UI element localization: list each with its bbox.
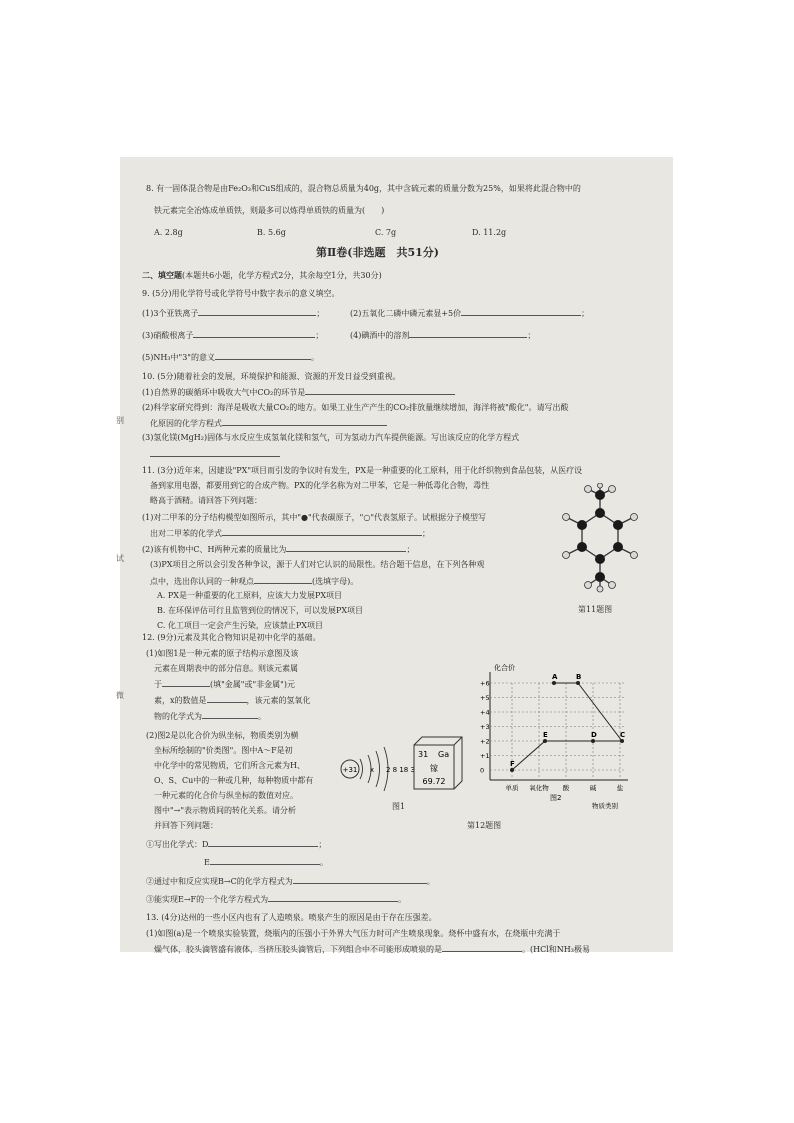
q8-option-a: A. 2.8g	[154, 228, 183, 237]
q11-part2	[142, 543, 414, 555]
q10-part3-blank	[150, 448, 280, 460]
q11-part1a: (1)对二甲苯的分子结构模型如图所示，其中"●"代表碳原子，"○"代表氢原子。试根据分子模型写	[142, 513, 487, 522]
shell-x-label: x	[369, 766, 375, 774]
q9-part2-text: (2)五氧化二磷中磷元素显+5价	[350, 309, 462, 318]
q12-p1f-text: ，该元素的氢氧化	[246, 696, 311, 705]
semicolon: ；	[315, 331, 324, 340]
q10-part2b-text: 化原因的化学方程式	[150, 419, 222, 428]
q10-stem: 10. (5分)随着社会的发展，环境保护和能源、资源的开发日益受到重视。	[142, 372, 401, 381]
q10-part2a: (2)科学家研究得到：海洋是吸收大量CO₂的地方。如果工业生产产生的CO₂排放量继续增加，海洋将被"酸化"。请写出酸	[142, 403, 569, 412]
q11-stem3: 略高于酒精。请回答下列问题：	[150, 496, 262, 505]
x-tick-label: 单质	[505, 784, 519, 792]
answer-blank[interactable]	[222, 527, 422, 536]
q10-part2b	[150, 417, 387, 429]
q11-part2-text: (2)该有机物中C、H两种元素的质量比为	[142, 545, 287, 554]
answer-blank[interactable]	[293, 875, 427, 884]
q12-p1a: (1)如图1是一种元素的原子结构示意图及该	[146, 649, 299, 658]
answer-blank[interactable]	[198, 307, 316, 316]
answer-blank[interactable]	[305, 386, 455, 395]
y-tick-label: +6	[480, 679, 490, 688]
q12-p1cd	[154, 678, 295, 690]
y-tick-label: 0	[480, 766, 485, 775]
answer-blank[interactable]	[193, 329, 315, 338]
answer-blank[interactable]	[210, 856, 320, 865]
point-E	[543, 739, 547, 743]
period: 。	[398, 895, 407, 904]
y-tick-label: +5	[480, 694, 490, 702]
answer-blank[interactable]	[202, 710, 258, 719]
q11-part1b-text: 出对二甲苯的化学式	[150, 529, 222, 538]
q12-answer2-text: ②通过中和反应实现B→C的化学方程式为	[146, 877, 293, 886]
q12-p1d-text: (填"金属"或"非金属")元	[210, 680, 295, 689]
q12-answer2	[146, 875, 435, 887]
x-tick-label: 碱	[589, 784, 597, 792]
point-label: C	[620, 731, 626, 739]
answer-blank[interactable]	[409, 329, 527, 338]
period: 。	[310, 353, 319, 362]
answer-blank[interactable]	[268, 893, 398, 902]
q11-option-b: B. 在环保评估可行且监管到位的情况下，可以发展PX项目	[157, 606, 364, 615]
q8-line1: 8. 有一固体混合物是由Fe₂O₃和CuS组成的，混合物总质量为40g，其中含硫元素的质量分数为25%，如果将此混合物中的	[146, 184, 581, 193]
q12-p2c: 中化学中的常见物质，它们所含元素为H、	[154, 761, 305, 770]
q13-p1c-text: 。(HCl和NH₃极易	[522, 945, 590, 954]
point-C	[620, 739, 624, 743]
semicolon: ；	[527, 331, 536, 340]
x-tick-label: 酸	[562, 784, 570, 792]
element-name: 镓	[430, 764, 438, 773]
y-tick-label: +1	[480, 752, 490, 760]
q12-stem: 12. (9分)元素及其化合物知识是初中化学的基础。	[142, 633, 321, 642]
nucleus-charge: +31	[342, 766, 358, 774]
q9-part3-text: (3)硝酸根离子	[142, 331, 194, 340]
q12-p2e: 一种元素的化合价与纵坐标的数值对应。	[154, 791, 298, 800]
answer-blank[interactable]	[222, 417, 387, 426]
q12-p1ef	[154, 694, 311, 706]
q12-p1g-text: 物的化学式为	[154, 712, 202, 721]
q10-part3: (3)氢化镁(MgH₂)固体与水反应生成氢氧化镁和氢气，可为氢动力汽车提供能源。写出该反应的化学方程式	[142, 433, 520, 442]
q8-option-d: D. 11.2g	[472, 228, 507, 237]
valence-chart	[480, 662, 630, 812]
q11-stem2: 备到家用电器，都要用到它的合成产物。PX的化学名称为对二甲苯，它是一种低毒化合物，毒性	[150, 481, 490, 490]
point-label: D	[591, 731, 597, 739]
q8-option-b: B. 5.6g	[257, 228, 286, 237]
fig2-caption: 图2	[550, 794, 562, 802]
conversion-arrow	[512, 741, 545, 770]
fill-heading-label: 二、填空题	[142, 270, 182, 280]
answer-blank[interactable]	[461, 307, 581, 316]
q12-answer1e	[204, 856, 328, 868]
q11-figure-caption: 第11题图	[578, 605, 613, 614]
q9-part5-text: (5)NH₃中"3"的意义	[142, 353, 215, 362]
fig1-caption: 图1	[392, 802, 406, 811]
answer-blank[interactable]	[286, 543, 406, 552]
margin-mark: 别	[116, 416, 124, 425]
q12-p2d: O、S、Cu中的一种或几种，每种物质中都有	[154, 776, 314, 785]
x-tick-label: 盐	[616, 784, 624, 792]
q12-answer3-text: ③能实现E→F的一个化学方程式为	[146, 895, 269, 904]
q13-p1b-text: 燥气体，胶头滴管盛有液体，当挤压胶头滴管后，下列组合中不可能形成喷泉的是	[154, 945, 442, 954]
y-axis-label: 化合价	[494, 664, 515, 672]
semicolon: ；	[406, 545, 415, 554]
q11-option-a: A. PX是一种重要的化工原料，应该大力发展PX项目	[157, 591, 343, 600]
q10-part1-text: (1)自然界的碳循环中吸收大气中CO₂的环节是	[142, 388, 306, 397]
answer-blank[interactable]	[442, 943, 522, 952]
margin-mark: 微	[116, 691, 124, 700]
element-mass: 69.72	[422, 777, 446, 786]
q11-part1b	[150, 527, 430, 539]
point-label: E	[543, 731, 548, 739]
q11-part3b	[150, 575, 358, 587]
q13-stem: 13. (4分)达州的一些小区内也有了人造喷泉。喷泉产生的原因是由于存在压强差。	[146, 913, 437, 922]
y-tick-label: +3	[480, 723, 490, 731]
answer-blank[interactable]	[207, 694, 247, 703]
q12-answer3	[146, 893, 406, 905]
q11-stem1: 11. (3分)近年来，因建设"PX"项目而引发的争议时有发生，PX是一种重要的化工原料，用于化纤织物到食品包装，从医疗设	[142, 466, 583, 475]
section2-title: 第Ⅱ卷(非选题 共51分)	[316, 246, 439, 259]
q9-part5	[142, 351, 319, 363]
q11-option-c: C. 化工项目一定会产生污染，应该禁止PX项目	[157, 621, 323, 630]
semicolon: ；	[316, 309, 325, 318]
q9-part4-text: (4)碘酒中的溶剂	[350, 331, 410, 340]
y-tick-label: +4	[480, 708, 490, 717]
period: 。	[258, 712, 266, 721]
semicolon: ；	[581, 309, 590, 318]
point-D	[591, 739, 595, 743]
semicolon: ；	[318, 840, 327, 849]
answer-blank[interactable]	[208, 838, 318, 847]
x-axis-label: 物质类别	[592, 802, 618, 810]
y-tick-label: +2	[480, 737, 490, 746]
fill-heading	[142, 270, 382, 281]
answer-blank[interactable]	[215, 351, 311, 360]
q11-part3a: (3)PX项目之所以会引发各种争议，源于人们对它认识的局限性。结合题干信息，在下列各种观	[150, 560, 485, 569]
q8-option-c: C. 7g	[375, 228, 397, 237]
q13-p1b	[154, 943, 590, 955]
q12-answer1-text: ①写出化学式：D	[146, 840, 209, 849]
q9-part4	[350, 329, 535, 341]
semicolon: ；	[422, 529, 430, 538]
point-label: F	[510, 760, 515, 768]
margin-mark: 试	[116, 554, 124, 563]
exam-paper	[120, 157, 673, 952]
q9-part2	[350, 307, 589, 319]
q12-p1c-text: 于	[154, 680, 162, 689]
q12-answer1e-text: E	[204, 858, 210, 867]
q13-p1a: (1)如图(a)是一个喷泉实验装置，烧瓶内的压强小于外界大气压力时可产生喷泉现象。烧杯中盛有水，在烧瓶中充满于	[146, 929, 561, 938]
q9-stem: 9. (5分)用化学符号或化学符号中数字表示的意义填空。	[142, 289, 340, 298]
q12-answer1	[146, 838, 326, 850]
q11-part3b-text: 点中，选出你认同的一种观点	[150, 577, 254, 586]
q9-part1	[142, 307, 324, 319]
answer-blank[interactable]	[150, 448, 280, 457]
q12-p1e-text: 素，x的数值是	[154, 696, 207, 705]
point-B	[576, 681, 580, 685]
element-symbol: Ga	[438, 750, 450, 759]
q9-part3	[142, 329, 323, 341]
shell-electrons: 2 8 18 3	[386, 766, 415, 774]
x-tick-label: 氧化物	[529, 784, 549, 792]
period: 。	[319, 858, 328, 867]
answer-blank[interactable]	[162, 678, 210, 687]
answer-blank[interactable]	[254, 575, 312, 584]
element-number: 31	[418, 750, 429, 759]
point-A	[552, 681, 556, 685]
q12-figure-caption: 第12题图	[467, 821, 502, 830]
q12-p2a: (2)图2是以化合价为纵坐标，物质类别为横	[146, 731, 299, 740]
q12-p2g: 并回答下列问题：	[154, 821, 218, 830]
q12-p1g	[154, 710, 266, 722]
point-label: B	[576, 673, 582, 681]
fill-heading-note: (本题共6小题，化学方程式2分，其余每空1分，共30分)	[182, 271, 382, 280]
px-molecule-figure	[554, 483, 646, 608]
period: 。	[426, 877, 435, 886]
point-F	[510, 768, 514, 772]
q9-part1-text: (1)3个亚铁离子	[142, 309, 199, 318]
q8-line2: 铁元素完全冶炼成单质铁，则最多可以炼得单质铁的质量为( )	[154, 206, 385, 215]
q12-p2f: 图中"→"表示物质间的转化关系。请分析	[154, 806, 297, 815]
q12-p1b: 元素在周期表中的部分信息。则该元素属	[154, 664, 298, 673]
q11-part3c-text: (选填字母)。	[312, 577, 359, 586]
q12-p2b: 坐标所绘制的"价类图"。图中A～F是初	[154, 746, 293, 755]
point-label: A	[552, 673, 558, 681]
q10-part1	[142, 386, 455, 398]
